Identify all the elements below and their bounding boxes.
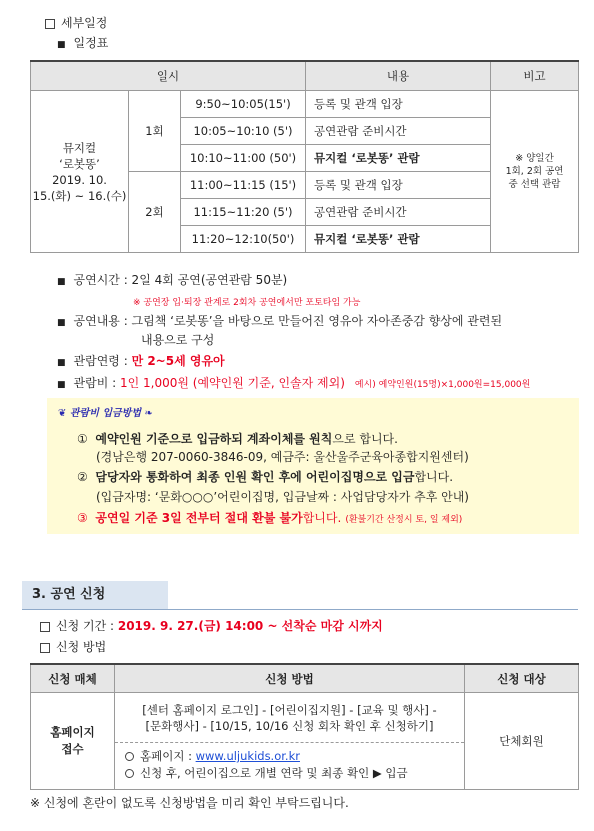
payment-item-1: ① 예약인원 기준으로 입금하되 계좌이체를 원칙으로 합니다. [77,432,398,446]
content-line: ■ 공연내용 : 그림책 ‘로봇똥’을 바탕으로 만들어진 영유아 자아존중감 향상에 관련된 [57,314,503,328]
path-line-2: [문화행사] - [10/15, 10/16 신청 회차 확인 후 신청하기] [145,719,434,733]
square-bullet-icon: ■ [57,380,66,390]
payment-title: ❦ 관람비 입금방법 ❧ [58,408,153,419]
bank-line: (경남은행 207-0060-3846-09, 예금주: 울산울주군육아종합지원센터) [96,450,469,464]
after-apply-line: 신청 후, 어린이집으로 개별 연락 및 최종 확인 ▶ 입금 [125,765,464,782]
perf-time-line: ■ 공연시간 : 2일 4회 공연(공연관람 50분) [57,273,288,287]
content-cell: 등록 및 관객 입장 [306,91,491,118]
payment-item-2: ② 담당자와 통화하여 최종 인원 확인 후에 어린이집명으로 입금합니다. [77,470,454,484]
homepage-link[interactable]: www.uljukids.or.kr [195,749,300,763]
age-line: ■ 관람연령 : 만 2~5세 영유아 [57,354,225,368]
schedule-table-label: ■ 일정표 [57,36,109,50]
fee-line: ■ 관람비 : 1인 1,000원 (예약인원 기준, 인솔자 제외) 예시) 예약인원(15명)×1,000원=15,000원 [57,376,531,390]
event-name-cell: 뮤지컬 ‘로봇똥’ 2019. 10. 15.(화) ~ 16.(수) [31,91,129,253]
square-bullet-icon: ■ [57,277,66,287]
header-target: 신청 대상 [465,664,579,693]
detail-schedule-heading: 세부일정 [45,14,107,31]
circle-bullet-icon [125,752,134,761]
time-cell: 9:50~10:05(15') [181,91,306,118]
apply-period-line: 신청 기간 : 2019. 9. 27.(금) 14:00 ~ 선착순 마감 시까지 [40,617,383,634]
medium-cell: 홈페이지 접수 [31,693,115,790]
path-line-1: [센터 홈페이지 로그인] - [어린이집지원] - [교육 및 행사] - [142,703,437,717]
note-cell: ※ 양일간 1회, 2회 공연 중 선택 관람 [491,91,579,253]
content-cell: 뮤지컬 ‘로봇똥’ 관람 [306,226,491,253]
time-cell: 10:10~11:00 (50') [181,145,306,172]
header-method: 신청 방법 [115,664,465,693]
time-cell: 11:00~11:15 (15') [181,172,306,199]
apply-table [30,663,579,790]
checkbox-square-icon [45,19,55,29]
checkbox-square-icon [40,622,50,632]
schedule-table [30,60,579,253]
header-note: 비고 [491,61,579,91]
header-medium: 신청 매체 [31,664,115,693]
section-3-title: 3. 공연 신청 [22,581,168,609]
ornament-right-icon: ❧ [140,408,153,419]
content-cell: 등록 및 관객 입장 [306,172,491,199]
session-1-label: 1회 [129,91,181,172]
depositor-line: (입금자명: ‘문화○○○’어린이집명, 입금날짜 : 사업담당자가 추후 안내) [96,490,469,504]
square-bullet-icon: ■ [57,40,66,50]
session-2-label: 2회 [129,172,181,253]
section-divider [22,609,578,610]
content-cell: 공연관람 준비시간 [306,118,491,145]
footer-note: ※ 신청에 혼란이 없도록 신청방법을 미리 확인 부탁드립니다. [30,796,349,810]
square-bullet-icon: ■ [57,358,66,368]
payment-item-3: ③ 공연일 기준 3일 전부터 절대 환불 불가합니다. (환불기간 산정시 토, 일 제외) [77,511,463,525]
square-bullet-icon: ■ [57,318,66,328]
circle-bullet-icon [125,769,134,778]
time-cell: 11:15~11:20 (5') [181,199,306,226]
apply-method-line: 신청 방법 [40,638,106,655]
target-cell: 단체회원 [465,693,579,790]
homepage-line: 홈페이지 : www.uljukids.or.kr [125,748,464,765]
ornament-left-icon: ❦ [58,408,70,419]
method-cell [115,693,465,790]
photo-time-note: ※ 공연장 입·퇴장 관계로 2회차 공연에서만 포토타임 가능 [133,298,361,308]
header-content: 내용 [306,61,491,91]
time-cell: 11:20~12:10(50') [181,226,306,253]
content-cell: 공연관람 준비시간 [306,199,491,226]
header-datetime: 일시 [31,61,306,91]
checkbox-square-icon [40,643,50,653]
content-line-2: 내용으로 구성 [141,333,215,347]
time-cell: 10:05~10:10 (5') [181,118,306,145]
content-cell: 뮤지컬 ‘로봇똥’ 관람 [306,145,491,172]
